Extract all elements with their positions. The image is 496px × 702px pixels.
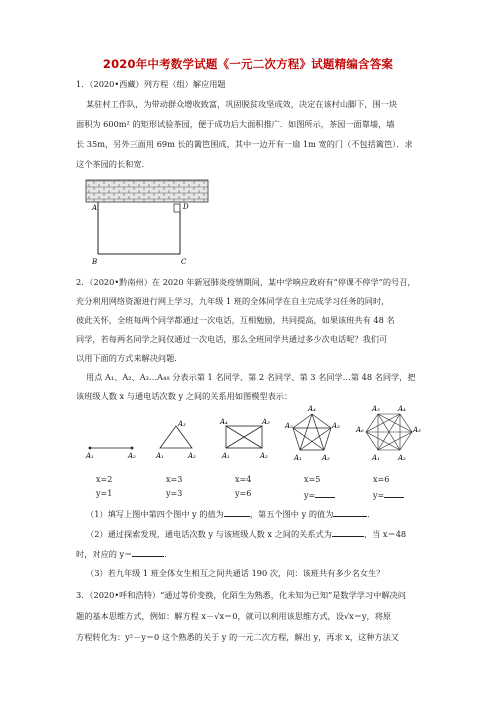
- q2-sub2-cont: 时，对应的 y＝ ．: [76, 549, 173, 559]
- blank-sub2-a[interactable]: [332, 528, 364, 537]
- label-C: C: [181, 258, 187, 266]
- cap-x-4: x=5: [304, 475, 321, 484]
- cap-x-5: x=6: [373, 475, 390, 484]
- blank-y4[interactable]: [315, 489, 335, 498]
- g4-a4: A₄: [308, 405, 316, 413]
- q2-line-6: 用点 A₁、A₂、A₃…A₄₈ 分表示第 1 名同学、第 2 名同学、第 3 名同学…第 48 名同学，把: [86, 372, 416, 382]
- g5-a5: A₅: [372, 405, 380, 413]
- g3-a2: A₂: [260, 452, 268, 460]
- q1-line-1: 1．（2020•西藏）列方程（组）解应用题: [76, 79, 226, 89]
- q3-line-2: 题的基本思维方式，例如：解方程 x－√x＝0，就可以利用该思维方式，设√x＝y，将原: [76, 611, 392, 621]
- q2-sub1: （1）填写上图中第四个图中 y 的值为 ，第五个图中 y 的值为 ．: [86, 509, 376, 519]
- q2-sub2-a: （2）通过探索发现，通电话次数 y 与该班级人数 x 之间的关系式为: [86, 529, 332, 539]
- cap-y-4: y=: [304, 491, 316, 500]
- g2-a1: A₁: [156, 452, 164, 460]
- q1-line-5: 这个茶园的长和宽．: [76, 159, 150, 169]
- q1-garden-figure: [84, 178, 234, 268]
- cap-x-2: x=3: [166, 475, 183, 484]
- g4-a2: A₂: [322, 454, 330, 462]
- blank-sub1-b[interactable]: [333, 508, 367, 517]
- graph-x6: [366, 414, 412, 450]
- q2-sub2-b: ，当 x＝48: [363, 529, 407, 539]
- blank-sub2-c[interactable]: [132, 548, 164, 557]
- page-title: 2020年中考数学试题《一元二次方程》试题精编含答案: [102, 57, 394, 71]
- label-A: A: [92, 204, 98, 212]
- q2-graph-models: [76, 402, 426, 462]
- cap-y-1: y=1: [96, 489, 113, 498]
- cap-y-2: y=3: [166, 489, 183, 498]
- graph-x5: [293, 414, 331, 450]
- g5-a6: A₆: [356, 426, 364, 434]
- graph-x2: [85, 447, 136, 460]
- label-B: B: [92, 258, 98, 266]
- g2-a3: A₃: [178, 420, 186, 428]
- blank-sub1-a[interactable]: [224, 508, 250, 517]
- g5-a1: A₁: [372, 454, 380, 462]
- q1-line-2: 某驻村工作队，为带动群众增收致富，巩固脱贫攻坚成效，决定在该村山脚下，围一块: [86, 99, 398, 109]
- q2-line-5: 以用下面的方式来解决问题．: [76, 353, 183, 363]
- wall: [86, 180, 208, 202]
- q2-sub2: [86, 528, 406, 540]
- door: [174, 204, 180, 212]
- g4-a3: A₃: [332, 422, 340, 430]
- cap-y-4-wrap: [304, 489, 335, 500]
- graph-x4: [219, 418, 270, 460]
- q2-line-7: 该班级人数 x 与通电话次数 y 之间的关系用如图模型表示：: [76, 391, 293, 401]
- q2-line-4: 同学，若每两名同学之间仅通过一次电话，那么全班同学共通过多少次电话呢？我们可: [76, 334, 388, 344]
- g3-a1: A₁: [222, 452, 230, 460]
- cap-y-5: y=: [373, 491, 385, 500]
- g5-a3: A₃: [413, 426, 421, 434]
- blank-y5[interactable]: [384, 489, 404, 498]
- label-D: D: [183, 203, 189, 211]
- g1-a2: A₂: [128, 452, 136, 460]
- q2-line-3: 彼此关怀，全班每两个同学都通过一次电话，互相勉励，共同提高，如果该班共有 48 名: [76, 315, 395, 325]
- q1-line-4: 长 35m，另外三面用 69m 长的篱笆围成，其中一边开有一扇 1m 宽的门（不包括篱笆）．求: [76, 139, 413, 149]
- g2-a2: A₂: [188, 452, 196, 460]
- g3-a3: A₃: [262, 418, 270, 426]
- q2-sub1-b: ，第五个图中 y 的值为: [249, 509, 334, 519]
- q1-line-3: 面积为 600m² 的矩形试验茶园，便于成功后大面积推广．如图所示，茶园一面靠墙，墙: [76, 119, 395, 129]
- cap-y-5-wrap: [373, 489, 404, 500]
- cap-y-3: y=6: [235, 489, 252, 498]
- cap-x-3: x=4: [235, 475, 252, 484]
- q2-line-1: 2．（2020•黔南州）在 2020 年新冠肺炎疫情期间，某中学响应政府有“停课不停学”的号召，: [76, 277, 416, 287]
- q2-line-2: 充分利用网络资源进行网上学习，九年级 1 班的全体同学在自主完成学习任务的同时，: [76, 296, 390, 306]
- cap-x-1: x=2: [96, 475, 113, 484]
- q3-line-1: 3．（2020•呼和浩特）“通过等价变换，化陌生为熟悉，化未知为已知”是数学学习中解决问: [76, 590, 406, 600]
- graph-x3: [155, 420, 196, 460]
- q2-sub2-c: 时，对应的 y＝: [76, 549, 133, 559]
- g1-a1: A₁: [86, 452, 94, 460]
- g5-a4: A₄: [398, 405, 406, 413]
- g4-a5: A₅: [285, 422, 293, 430]
- q3-line-3: 方程转化为：y²－y＝0 这个熟悉的关于 y 的一元二次方程，解出 y，再求 x，这种方法又: [76, 632, 399, 642]
- q2-sub1-a: （1）填写上图中第四个图中 y 的值为: [86, 509, 224, 519]
- g3-a4: A₄: [220, 418, 228, 426]
- g5-a2: A₂: [398, 454, 406, 462]
- g4-a1: A₁: [294, 454, 302, 462]
- q2-sub3: （3）若九年级 1 班全体女生相互之间共通话 190 次，问：该班共有多少名女生？: [86, 568, 385, 578]
